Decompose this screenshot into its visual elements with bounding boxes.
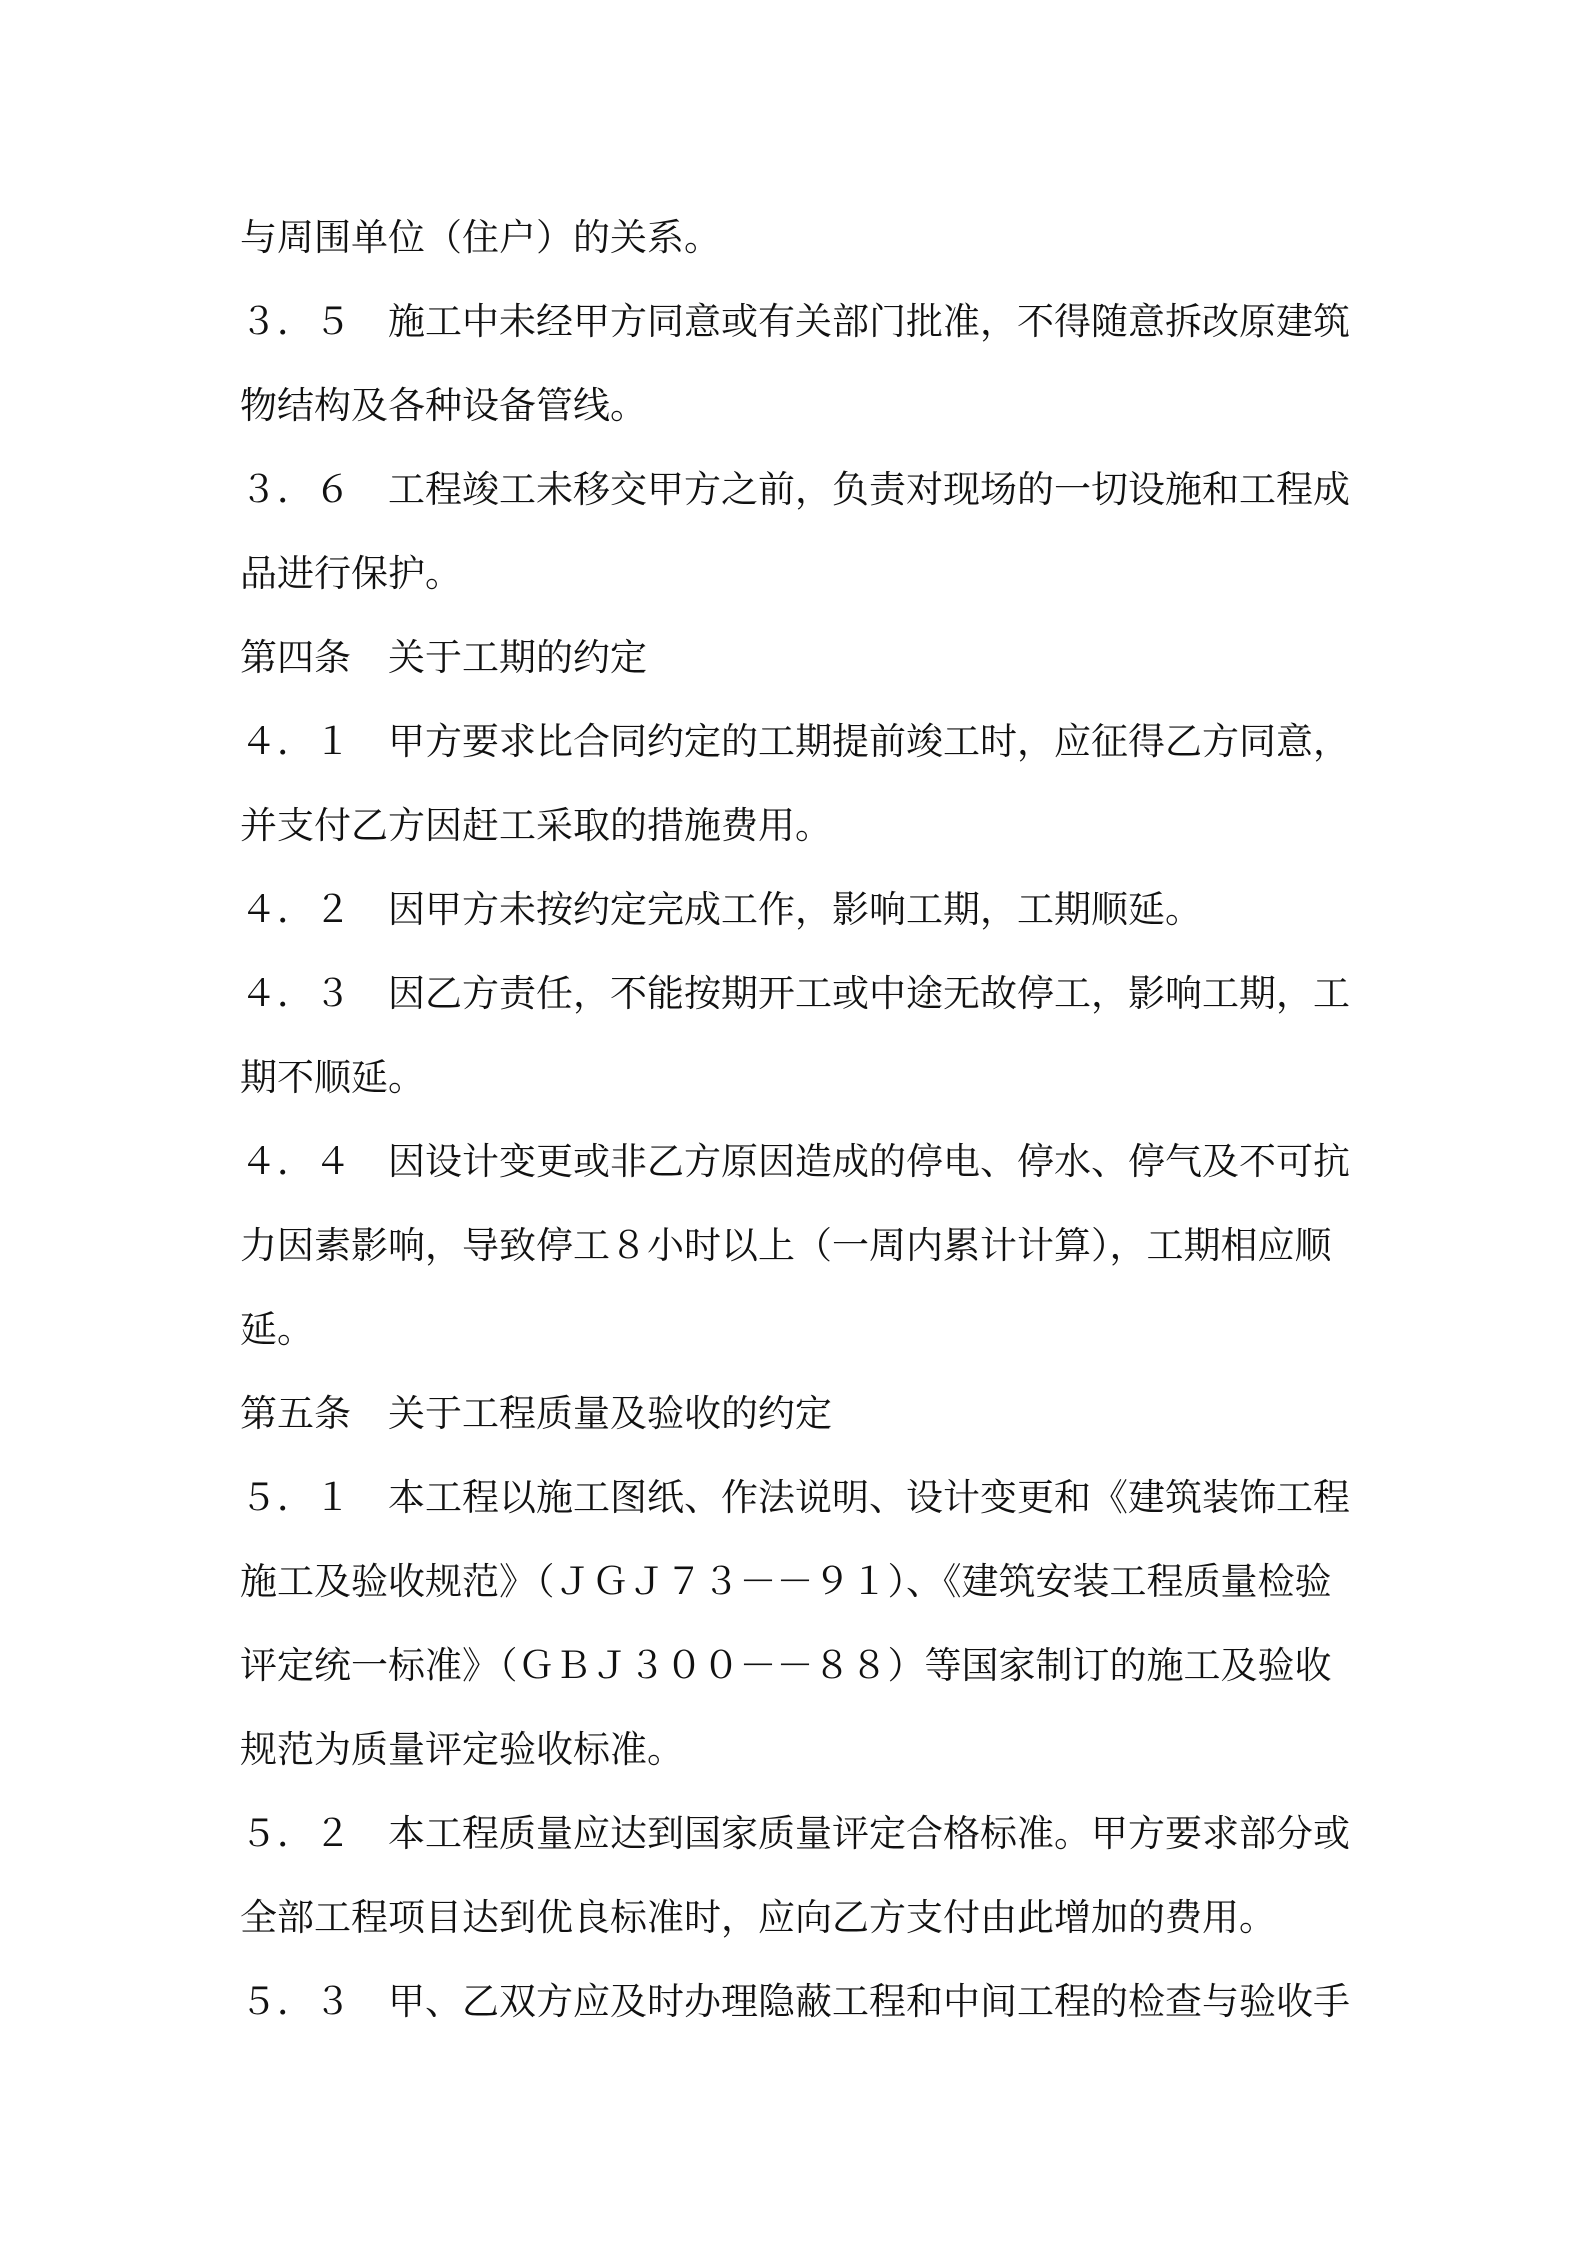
text-line-4: ３．６ 工程竣工未移交甲方之前，负责对现场的一切设施和工程成 xyxy=(240,468,1350,511)
text-line-17: 施工及验收规范》（ＪＧＪ７３－－９１）、《建筑安装工程质量检验 xyxy=(240,1560,1332,1603)
section-heading-article-4: 第四条 关于工期的约定 xyxy=(240,636,647,679)
text-line-20: ５．２ 本工程质量应达到国家质量评定合格标准。甲方要求部分或 xyxy=(240,1812,1350,1855)
text-line-1: 与周围单位（住户）的关系。 xyxy=(240,216,721,259)
text-line-7: ４．１ 甲方要求比合同约定的工期提前竣工时，应征得乙方同意， xyxy=(240,720,1350,763)
text-line-3: 物结构及各种设备管线。 xyxy=(240,384,647,427)
text-line-8: 并支付乙方因赶工采取的措施费用。 xyxy=(240,804,832,847)
text-line-2: ３．５ 施工中未经甲方同意或有关部门批准，不得随意拆改原建筑 xyxy=(240,300,1350,343)
text-line-14: 延。 xyxy=(240,1308,314,1351)
section-heading-article-5: 第五条 关于工程质量及验收的约定 xyxy=(240,1392,832,1435)
text-line-12: ４．４ 因设计变更或非乙方原因造成的停电、停水、停气及不可抗 xyxy=(240,1140,1350,1183)
text-line-21: 全部工程项目达到优良标准时，应向乙方支付由此增加的费用。 xyxy=(240,1896,1276,1939)
text-line-10: ４．３ 因乙方责任，不能按期开工或中途无故停工，影响工期，工 xyxy=(240,972,1350,1015)
text-line-19: 规范为质量评定验收标准。 xyxy=(240,1728,684,1771)
contract-text-body xyxy=(240,196,1360,2044)
text-line-18: 评定统一标准》（ＧＢＪ３００－－８８）等国家制订的施工及验收 xyxy=(240,1644,1332,1687)
text-line-22: ５．３ 甲、乙双方应及时办理隐蔽工程和中间工程的检查与验收手 xyxy=(240,1980,1350,2023)
text-line-9: ４．２ 因甲方未按约定完成工作，影响工期，工期顺延。 xyxy=(240,888,1202,931)
text-line-11: 期不顺延。 xyxy=(240,1056,425,1099)
text-line-5: 品进行保护。 xyxy=(240,552,462,595)
text-line-16: ５．１ 本工程以施工图纸、作法说明、设计变更和《建筑装饰工程 xyxy=(240,1476,1350,1519)
text-line-13: 力因素影响，导致停工８小时以上（一周内累计计算），工期相应顺 xyxy=(240,1224,1332,1267)
